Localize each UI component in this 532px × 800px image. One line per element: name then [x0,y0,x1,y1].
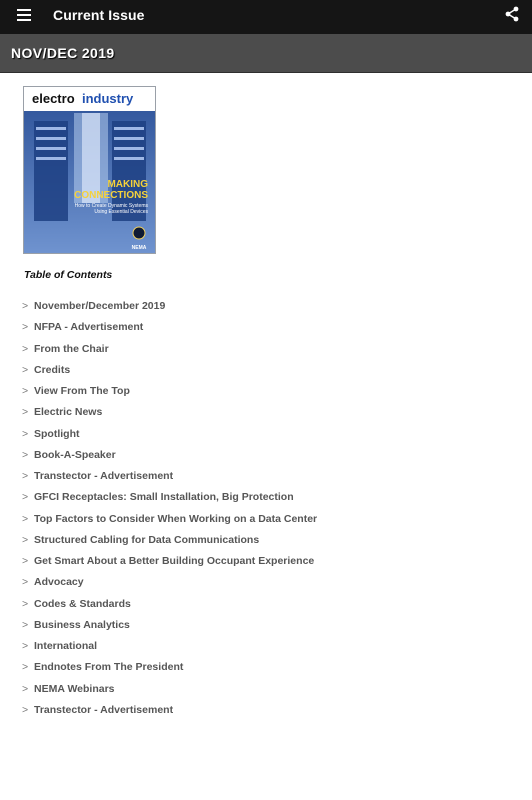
chevron-right-icon: > [22,363,29,376]
toc-item[interactable] [22,299,317,320]
toc-item[interactable] [22,575,317,596]
toc-item-label: November/December 2019 [34,300,166,312]
chevron-right-icon: > [22,427,29,440]
chevron-right-icon: > [22,491,29,504]
toc-item-label: Codes & Standards [34,597,131,610]
chevron-right-icon: > [22,342,29,355]
app-title: Current Issue [53,7,145,23]
toc-item[interactable] [22,384,317,405]
chevron-right-icon: > [22,448,29,461]
chevron-right-icon: > [22,618,29,631]
chevron-right-icon: > [22,385,29,397]
toc-item[interactable] [22,703,317,724]
chevron-right-icon: > [22,470,29,482]
toc-item-label: Advocacy [34,576,84,589]
toc-item-label: Book-A-Speaker [34,448,116,461]
toc-item-label: Transtector - Advertisement [34,470,174,482]
toc-item-label: Structured Cabling for Data Communications [34,533,260,546]
chevron-right-icon: > [22,533,29,546]
chevron-right-icon: > [22,321,29,334]
toc-item-label: Transtector - Advertisement [34,703,174,716]
chevron-right-icon: > [22,555,29,567]
cover-art [24,87,155,253]
chevron-right-icon: > [22,703,29,716]
toc-item[interactable] [22,554,317,575]
chevron-right-icon: > [22,512,29,525]
toc-item-label: Electric News [34,406,103,419]
chevron-right-icon: > [22,300,29,312]
cover-logo-left: electro [32,91,75,106]
cover-headline-1: MAKING [107,179,148,190]
chevron-right-icon: > [22,597,29,610]
toc-item-label: Top Factors to Consider When Working on a Data Center [34,512,318,525]
toc-item[interactable] [22,490,317,511]
toc-item[interactable] [22,512,317,533]
toc-item-label: NFPA - Advertisement [34,321,144,334]
app-bar [0,0,532,34]
hamburger-menu-icon[interactable] [17,9,31,21]
cover-publisher: NEMA [131,245,147,251]
toc-item-label: View From The Top [34,385,130,397]
chevron-right-icon: > [22,406,29,419]
chevron-right-icon: > [22,661,29,674]
toc-item-label: GFCI Receptacles: Small Installation, Big Protection [34,491,294,504]
issue-header [0,34,532,73]
cover-subhead-1: How to Create Dynamic Systems [74,203,148,209]
toc-item-label: From the Chair [34,342,109,355]
cover-subhead-2: Using Essential Devices [94,209,148,215]
chevron-right-icon: > [22,576,29,589]
toc-item[interactable] [22,618,317,639]
toc-item[interactable] [22,660,317,681]
chevron-right-icon: > [22,640,29,652]
cover-headline-2: CONNECTIONS [74,190,148,201]
chevron-right-icon: > [22,682,29,695]
toc-item[interactable] [22,405,317,426]
toc-item[interactable] [22,342,317,363]
toc-item[interactable] [22,363,317,384]
toc-item-label: Get Smart About a Better Building Occupant Experience [34,555,315,567]
toc-item-label: Business Analytics [34,618,130,631]
cover-logo-right: industry [82,91,134,106]
toc-item-label: NEMA Webinars [34,682,115,695]
toc-item-label: Credits [34,363,71,376]
toc-item[interactable] [22,320,317,341]
toc-item[interactable] [22,469,317,490]
toc-item-label: Endnotes From The President [34,661,184,674]
toc-item[interactable] [22,533,317,554]
toc-item[interactable] [22,682,317,703]
issue-title: NOV/DEC 2019 [11,45,115,61]
issue-cover-image[interactable] [23,86,156,254]
toc-item[interactable] [22,639,317,660]
toc-item-label: Spotlight [34,427,80,440]
toc-item-label: International [34,640,98,652]
share-icon[interactable] [504,6,520,22]
toc-heading: Table of Contents [24,269,113,281]
toc-item[interactable] [22,448,317,469]
toc-item[interactable] [22,597,317,618]
table-of-contents [22,299,317,724]
toc-item[interactable] [22,427,317,448]
